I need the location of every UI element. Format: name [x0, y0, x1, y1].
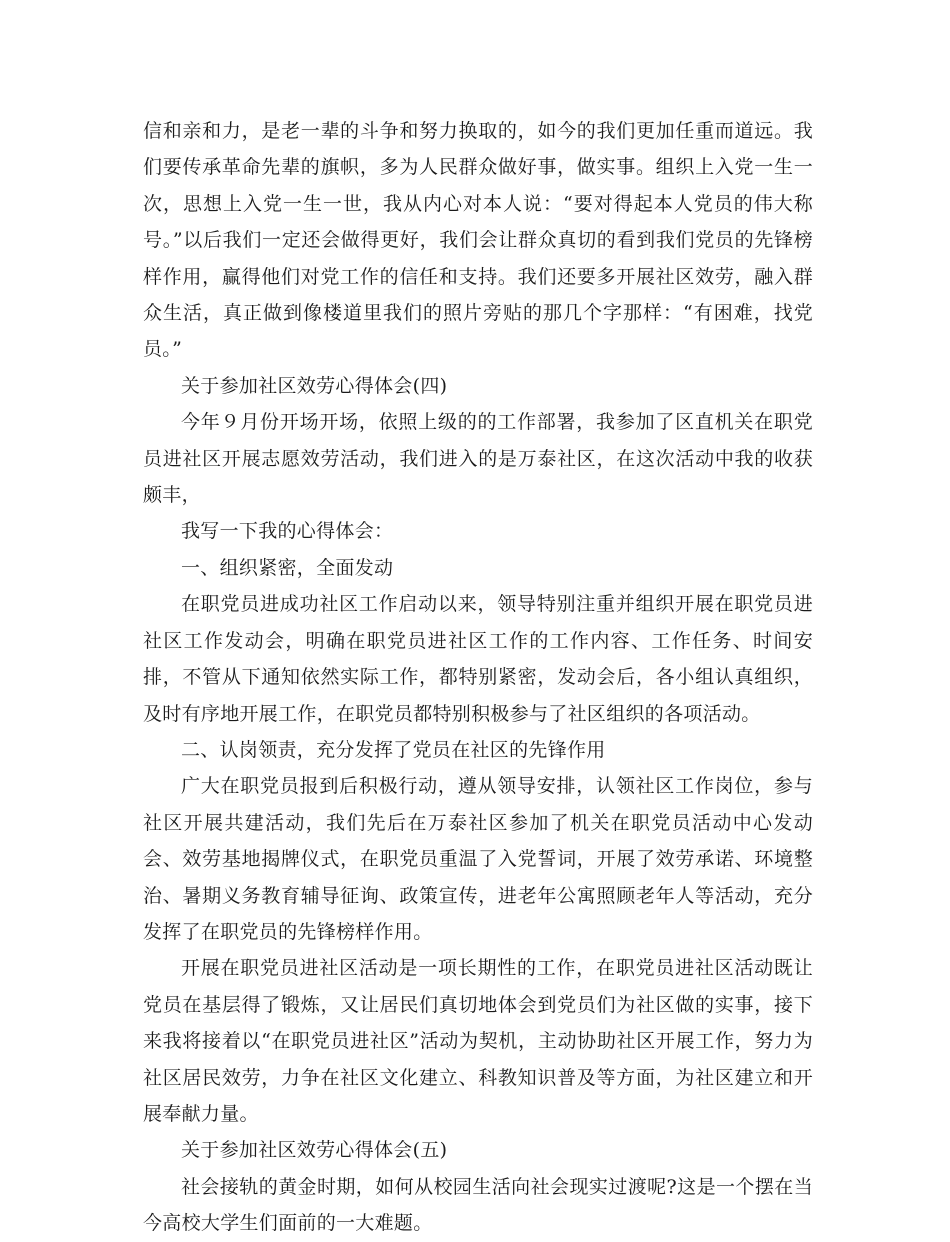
- subheading-1: 一、组织紧密，全面发动: [181, 556, 394, 579]
- paragraph-continuation: 信和亲和力，是老一辈的斗争和努力换取的，如今的我们更加任重而道远。我们要传承革命先辈的旗帜，多为人民群众做好事，做实事。组织上入党一生一次，思想上入党一生一世，我从内心对本人说：“要对得起本人党员的伟大称号。”以后我们一定还会做得更好，我们会让群众真切的看到我们党员的先锋榜样作用，赢得他们对党工作的信任和支持。我们还要多开展社区效劳，融入群众生活，真正做到像楼道里我们的照片旁贴的那几个字那样：“有困难，找党员。”: [143, 120, 813, 361]
- subheading-2: 二、认岗领责，充分发挥了党员在社区的先锋作用: [181, 738, 606, 761]
- paragraph: 广大在职党员报到后积极行动，遵从领导安排，认领社区工作岗位，参与社区开展共建活动，我们先后在万泰社区参加了机关在职党员活动中心发动会、效劳基地揭牌仪式，在职党员重温了入党誓词，开展了效劳承诺、环境整治、暑期义务教育辅导征询、政策宣传，进老年公寓照顾老年人等活动，充分发挥了在职党员的先锋榜样作用。: [143, 775, 813, 943]
- paragraph: 在职党员进成功社区工作启动以来，领导特别注重并组织开展在职党员进社区工作发动会，明确在职党员进社区工作的工作内容、工作任务、时间安排，不管从下通知依然实际工作，都特别紧密，发动会后，各小组认真组织，及时有序地开展工作，在职党员都特别积极参与了社区组织的各项活动。: [143, 593, 813, 725]
- section-heading-5: 关于参加社区效劳心得体会(五): [181, 1139, 448, 1162]
- paragraph: 开展在职党员进社区活动是一项长期性的工作，在职党员进社区活动既让党员在基层得了锻炼，又让居民们真切地体会到党员们为社区做的实事，接下来我将接着以“在职党员进社区”活动为契机，主动协助社区开展工作，努力为社区居民效劳，力争在社区文化建立、科教知识普及等方面，为社区建立和开展奉献力量。: [143, 957, 813, 1125]
- paragraph: 今年９月份开场开场，依照上级的的工作部署，我参加了区直机关在职党员进社区开展志愿效劳活动，我们进入的是万泰社区，在这次活动中我的收获颇丰，: [143, 411, 813, 507]
- document-body: [143, 113, 813, 1242]
- paragraph: 社会接轨的黄金时期，如何从校园生活向社会现实过渡呢?这是一个摆在当今高校大学生们面前的一大难题。: [143, 1175, 813, 1235]
- section-heading-4: 关于参加社区效劳心得体会(四): [181, 374, 448, 397]
- paragraph: 我写一下我的心得体会：: [181, 520, 394, 543]
